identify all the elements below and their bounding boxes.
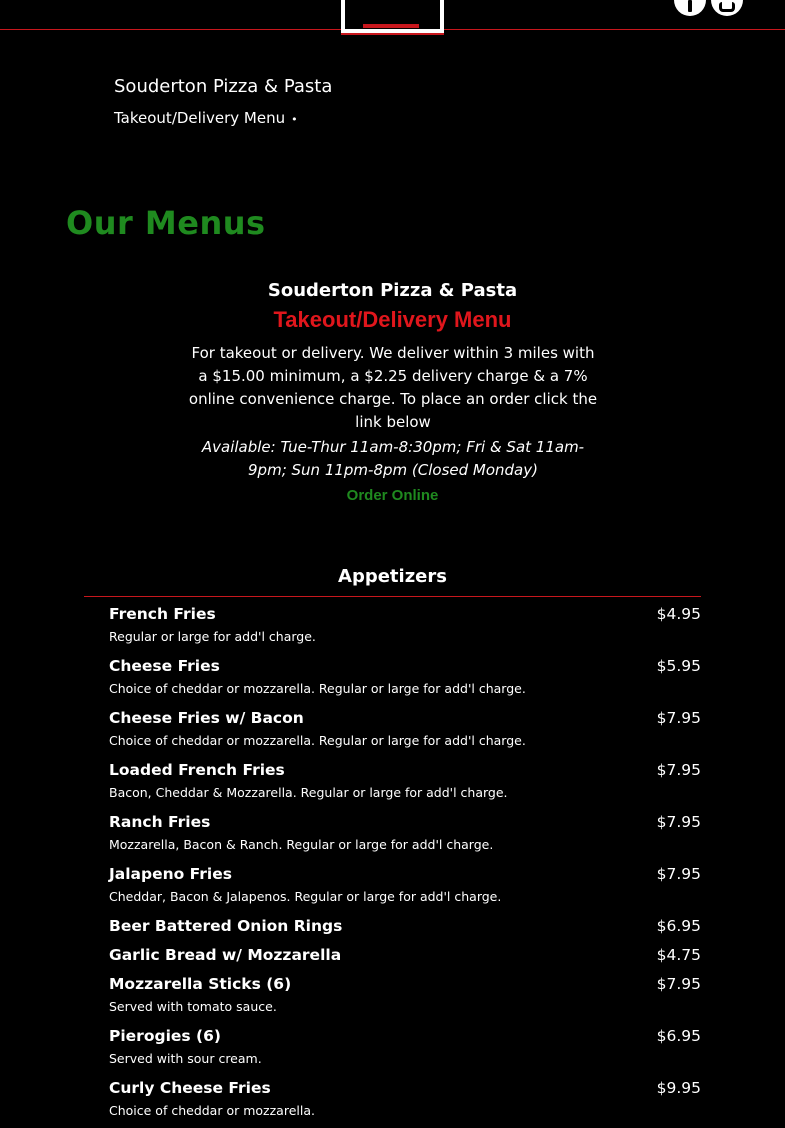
item-price: $7.95 bbox=[656, 865, 701, 883]
menu-description: For takeout or delivery. We deliver within 3 miles with a $15.00 minimum, a $2.25 delivery charge & a 7% online convenience charge. To place an order click the link below bbox=[188, 344, 598, 431]
item-description: Served with tomato sauce. bbox=[109, 999, 277, 1014]
menu-item bbox=[109, 914, 701, 943]
item-price: $9.95 bbox=[656, 1079, 701, 1097]
item-name: Mozzarella Sticks (6) bbox=[109, 975, 292, 993]
facebook-glyph bbox=[688, 0, 692, 12]
item-description: Bacon, Cheddar & Mozzarella. Regular or large for add'l charge. bbox=[109, 785, 508, 800]
menu-items bbox=[109, 602, 701, 1128]
menu-hours: Available: Tue-Thur 11am-8:30pm; Fri & Sat 11am-9pm; Sun 11pm-8pm (Closed Monday) bbox=[201, 438, 585, 479]
breadcrumb bbox=[114, 109, 298, 127]
menu-item bbox=[109, 602, 701, 654]
item-price: $7.95 bbox=[656, 975, 701, 993]
item-description: Regular or large for add'l charge. bbox=[109, 629, 316, 644]
item-name: Pierogies (6) bbox=[109, 1027, 221, 1045]
logo-mark bbox=[363, 24, 419, 28]
item-name: Ranch Fries bbox=[109, 813, 211, 831]
item-name: Cheese Fries w/ Bacon bbox=[109, 709, 304, 727]
item-price: $7.95 bbox=[656, 761, 701, 779]
item-description: Choice of cheddar or mozzarella. bbox=[109, 1103, 315, 1118]
item-description: Served with sour cream. bbox=[109, 1051, 262, 1066]
menu-item bbox=[109, 1024, 701, 1076]
item-description: Mozzarella, Bacon & Ranch. Regular or large for add'l charge. bbox=[109, 837, 494, 852]
menu-item bbox=[109, 943, 701, 972]
item-name: Jalapeno Fries bbox=[109, 865, 232, 883]
item-name: Beer Battered Onion Rings bbox=[109, 917, 343, 935]
section-title: Our Menus bbox=[66, 204, 266, 242]
menu-item bbox=[109, 972, 701, 1024]
menu-restaurant-name: Souderton Pizza & Pasta bbox=[267, 280, 518, 301]
item-name: French Fries bbox=[109, 605, 216, 623]
item-price: $7.95 bbox=[656, 709, 701, 727]
category-title: Appetizers bbox=[338, 566, 447, 587]
site-logo[interactable] bbox=[341, 0, 444, 35]
item-description: Choice of cheddar or mozzarella. Regular or large for add'l charge. bbox=[109, 733, 526, 748]
item-description: Cheddar, Bacon & Jalapenos. Regular or large for add'l charge. bbox=[109, 889, 502, 904]
item-price: $5.95 bbox=[656, 657, 701, 675]
item-name: Cheese Fries bbox=[109, 657, 220, 675]
breadcrumb-separator: • bbox=[291, 113, 298, 126]
item-description: Choice of cheddar or mozzarella. Regular or large for add'l charge. bbox=[109, 681, 526, 696]
item-price: $6.95 bbox=[656, 1027, 701, 1045]
item-name: Loaded French Fries bbox=[109, 761, 285, 779]
menu-item bbox=[109, 706, 701, 758]
order-online-link[interactable]: Order Online bbox=[346, 487, 439, 504]
item-name: Garlic Bread w/ Mozzarella bbox=[109, 946, 342, 964]
item-name: Curly Cheese Fries bbox=[109, 1079, 271, 1097]
menu-item bbox=[109, 862, 701, 914]
item-price: $6.95 bbox=[656, 917, 701, 935]
item-price: $4.75 bbox=[656, 946, 701, 964]
item-price: $7.95 bbox=[656, 813, 701, 831]
menu-item bbox=[109, 810, 701, 862]
brand-name[interactable]: Souderton Pizza & Pasta bbox=[114, 76, 333, 97]
menu-item bbox=[109, 758, 701, 810]
menu-name: Takeout/Delivery Menu bbox=[273, 307, 512, 332]
category-divider bbox=[84, 596, 701, 597]
instagram-glyph bbox=[719, 2, 735, 12]
breadcrumb-current[interactable]: Takeout/Delivery Menu bbox=[114, 109, 286, 127]
menu-item bbox=[109, 654, 701, 706]
item-price: $4.95 bbox=[656, 605, 701, 623]
menu-item bbox=[109, 1076, 701, 1128]
